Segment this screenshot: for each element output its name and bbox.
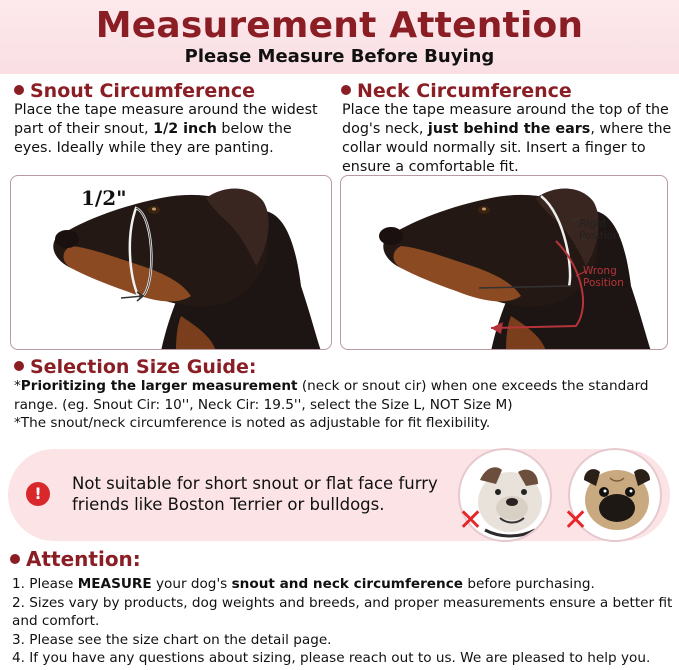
item1-part-b: MEASURE (77, 576, 152, 592)
attention-section-title (10, 547, 141, 571)
header-banner (0, 0, 679, 74)
warning-text: Not suitable for short snout or flat face furry friends like Boston Terrier or bulldogs. (72, 474, 438, 514)
neck-section-title (341, 80, 572, 102)
list-item: 4. If you have any questions about sizing, please reach out to us. We are pleased to help you. (12, 650, 651, 666)
exclamation-icon: ! (26, 482, 50, 506)
bullet-icon (341, 85, 351, 95)
right-label-line2: Position (579, 230, 620, 242)
neck-measure-image (340, 175, 668, 350)
snout-description (14, 101, 332, 158)
guide-line1-bold: Prioritizing the larger measurement (20, 378, 298, 394)
neck-title-text: Neck Circumference (357, 80, 572, 102)
snout-text-bold: 1/2 inch (153, 121, 217, 137)
list-item (12, 575, 676, 594)
wrong-position-label (583, 265, 624, 289)
guide-line1-rest: (neck or snout cir) when one exceeds the standard range. (eg. Snout Cir: 10'', Neck Cir: 19.5'', select the Size L, NOT Size M) (14, 378, 649, 413)
bullet-icon (14, 361, 24, 371)
wrong-label-line1: Wrong (583, 265, 617, 277)
item1-part-c: your dog's (151, 576, 232, 592)
wrong-label-line2: Position (583, 277, 624, 289)
guide-text (14, 377, 674, 433)
warning-banner (8, 449, 670, 541)
bullet-icon (10, 554, 20, 564)
neck-text-2: , where the collar would normally sit. Insert a finger to ensure a comfortable fit. (342, 121, 672, 175)
bullet-icon (14, 85, 24, 95)
snout-section-title (14, 80, 255, 102)
attention-list (12, 575, 676, 668)
neck-text-1: Place the tape measure around the top of the dog's neck, (342, 102, 669, 137)
item1-part-a: 1. Please (12, 576, 78, 592)
neck-text-bold: just behind the ears (427, 121, 591, 137)
list-item: 2. Sizes vary by products, dog weights and breeds, and proper measurements ensure a better fit and comfort. (12, 594, 673, 629)
neck-description (342, 101, 672, 177)
x-mark-icon: ✕ (458, 503, 484, 538)
guide-section-title (14, 356, 257, 378)
dog-neck-illustration (341, 176, 668, 350)
snout-measure-image (10, 175, 332, 350)
item1-part-d: snout and neck circumference (231, 576, 463, 592)
dog-snout-illustration (11, 176, 332, 350)
list-item: 3. Please see the size chart on the detail page. (12, 631, 332, 648)
guide-line1-prefix: * (14, 378, 21, 394)
snout-text-1: Place the tape measure around the widest part of their snout, (14, 102, 318, 137)
right-position-label (579, 218, 620, 242)
right-label-line1: Right (579, 218, 607, 230)
half-inch-label: 1/2" (81, 186, 127, 210)
guide-title-text: Selection Size Guide: (30, 356, 257, 378)
guide-line-2: *The snout/neck circumference is noted as adjustable for fit flexibility. (14, 415, 491, 431)
x-mark-icon: ✕ (563, 503, 589, 538)
page-title: Measurement Attention (95, 5, 584, 46)
item1-part-e: before purchasing. (463, 576, 595, 592)
page-subtitle: Please Measure Before Buying (184, 46, 495, 67)
snout-text-2: below the eyes. Ideally while they are panting. (14, 121, 292, 156)
snout-title-text: Snout Circumference (30, 80, 255, 102)
guide-line-1 (14, 377, 674, 414)
attention-title-text: Attention: (26, 547, 141, 571)
